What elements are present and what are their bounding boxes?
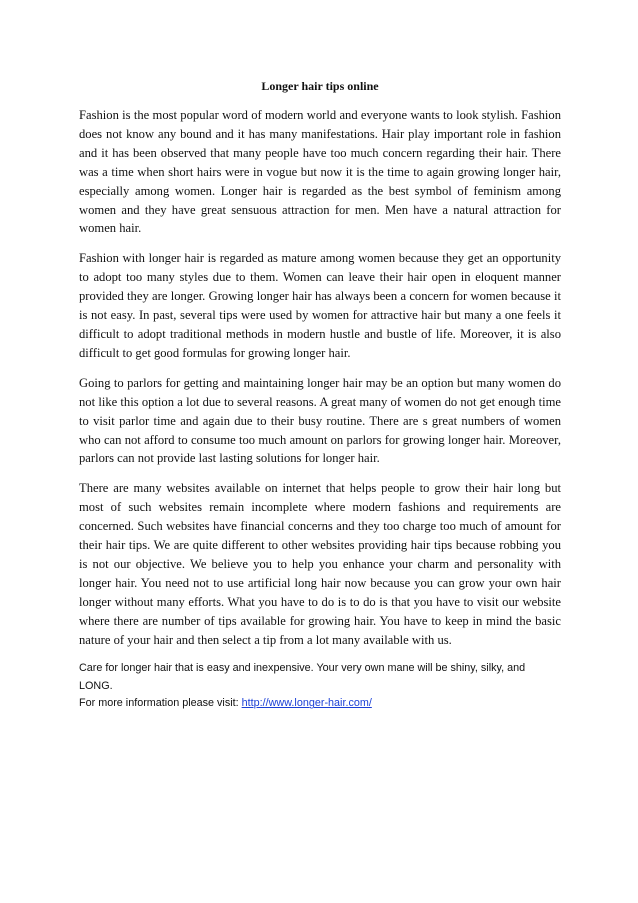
- paragraph-1: Fashion is the most popular word of modern world and everyone wants to look stylish. Fashion does not know any bound and it has many manifestations. Hair play important role in fashion and it has been observed that many people have too much concern regarding their hair. There was a time when short hairs were in vogue but now it is the time to again growing longer hair, especially among women. Longer hair is regarded as the best symbol of feminism among women and they have great sensuous attraction for men. Men have a natural attraction for women hair.: [79, 108, 561, 236]
- footer-info-prefix: For more information please visit:: [79, 697, 242, 710]
- footer-info-line: [79, 695, 561, 713]
- website-link[interactable]: http://www.longer-hair.com/: [241, 697, 372, 710]
- document-title: Longer hair tips online: [261, 79, 379, 93]
- footer-tagline: Care for longer hair that is easy and inexpensive. Your very own mane will be shiny, silky, and LONG.: [79, 662, 526, 692]
- footer-block: [79, 660, 561, 713]
- document-page: [79, 78, 561, 713]
- paragraph-3: Going to parlors for getting and maintaining longer hair may be an option but many women do not like this option a lot due to several reasons. A great many of women do not get enough time to visit parlor time and again due to their busy routine. There are s great numbers of women who can not afford to consume too much amount on parlors for growing longer hair. Moreover, parlors can not provide last lasting solutions for longer hair.: [79, 375, 561, 466]
- paragraph-4: There are many websites available on internet that helps people to grow their hair long but most of such websites remain incomplete where modern fashions and requirements are concerned. Such websites have financial concerns and they too charge too much of amount for their hair tips. We are quite different to other websites providing hair tips because robbing you is not our objective. We believe you to help you enhance your charm and personality with longer hair. You need not to use artificial long hair now because you can grow your own hair longer without many efforts. What you have to do is to do is that you have to visit our website where there are number of tips available for growing hair. You have to keep in mind the basic nature of your hair and then select a tip from a lot many available with us.: [79, 481, 561, 647]
- paragraph-2: Fashion with longer hair is regarded as mature among women because they get an opportunity to adopt too many styles due to them. Women can leave their hair open in eloquent manner provided they are longer. Growing longer hair has always been a concern for women because it is not easy. In past, several tips were used by women for attractive hair but many a one feels it difficult to adopt traditional methods in modern hustle and bustle of life. Moreover, it is also difficult to get good formulas for growing longer hair.: [79, 251, 561, 360]
